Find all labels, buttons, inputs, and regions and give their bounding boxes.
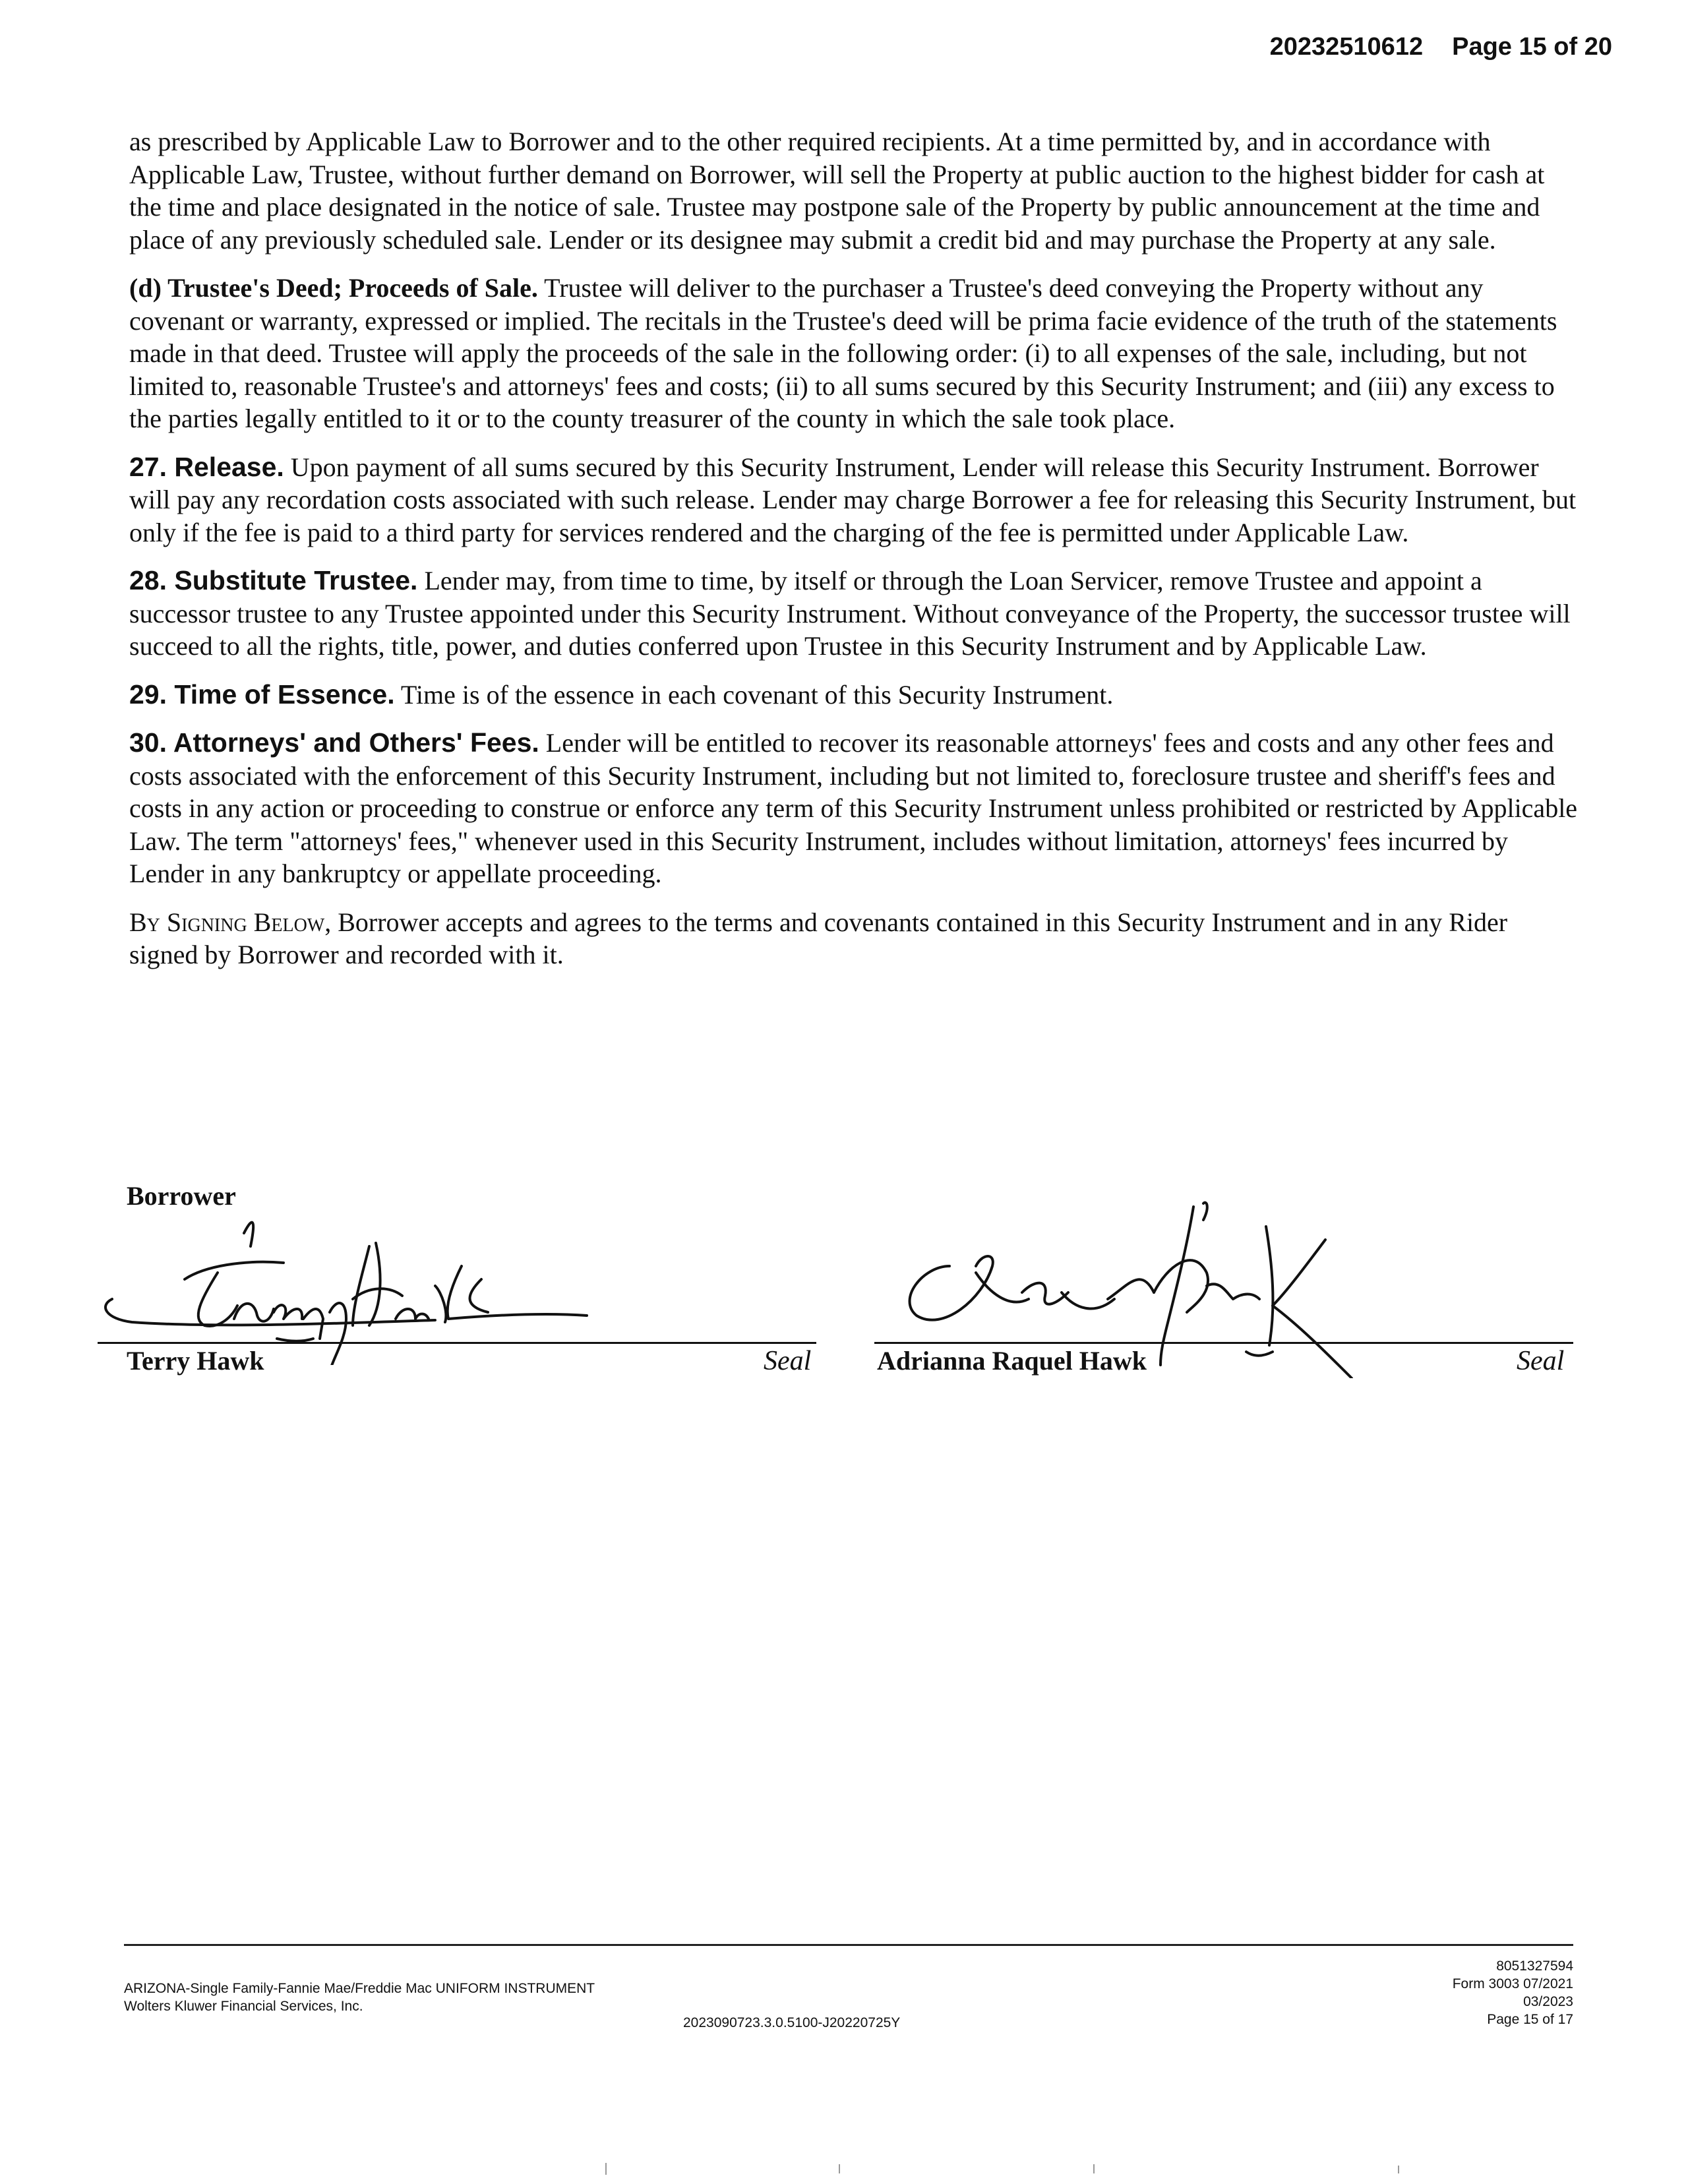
paragraph-auction: as prescribed by Applicable Law to Borrower and to the other required recipients. At a time permitted by, and in accordance with Applicable Law, Trustee, without further demand on Borrower, will sell the Property at public auction to the highest bidder for cash at the time and place designated in the notice of sale. Trustee may postpone sale of the Property by public announcement at the time and place of any previously scheduled sale. Lender or its designee may submit a credit bid and may purchase the Property at any sale. <box>129 127 1545 255</box>
borrower2-name: Adrianna Raquel Hawk <box>877 1346 1147 1376</box>
section-heading-attorneys-fees: 30. Attorneys' and Others' Fees. <box>129 727 539 758</box>
borrower1-signature-line <box>98 1342 816 1344</box>
section-text-substitute-trustee: Lender may, from time to time, by itself or through the Loan Servicer, remove Trustee and appoint a successor trustee to any Trustee appointed under this Security Instrument. Without conveyance of the Property, the successor trustee will succeed to all the rights, title, power, and duties conferred upon Trustee in this Security Instrument and by Applicable Law. <box>129 566 1571 661</box>
paragraph-trustees-deed <box>129 272 1580 435</box>
section-text-release: Upon payment of all sums secured by this Security Instrument, Lender will release this Security Instrument. Borrower will pay any recordation costs associated with such release. Lender may charge Borrower a fee for releasing this Security Instrument, but only if the fee is paid to a third party for services rendered and the charging of the fee is permitted under Applicable Law. <box>129 452 1577 547</box>
signing-text: Borrower accepts and agrees to the terms and covenants contained in this Security Instrument and in any Rider signed by Borrower and recorded with it. <box>129 907 1508 969</box>
section-heading-release: 27. Release. <box>129 451 284 482</box>
footer-form-info <box>124 1980 595 2015</box>
scan-artifact <box>1093 2164 1095 2173</box>
section-text-trustees-deed: Trustee will deliver to the purchaser a Trustee's deed conveying the Property without any covenant or warranty, expressed or implied. The recitals in the Trustee's deed will be prima facie evidence of the truth of the statements made in that deed. Trustee will apply the proceeds of the sale in the following order: (i) to all expenses of the sale, including, but not limited to, reasonable Trustee's and attorneys' fees and costs; (ii) to all sums secured by this Security Instrument; and (iii) any excess to the parties legally entitled to it or to the county treasurer of the county in which the sale took place. <box>129 273 1557 433</box>
borrower2-signature-line <box>874 1342 1573 1344</box>
signature-block <box>0 1180 1688 1398</box>
footer-form-date: 03/2023 <box>1523 1994 1573 2009</box>
scan-artifact <box>605 2163 607 2175</box>
scan-artifact <box>1398 2166 1399 2173</box>
section-heading-substitute-trustee: 28. Substitute Trustee. <box>129 565 418 595</box>
footer-page-count: Page 15 of 17 <box>1487 2012 1573 2027</box>
borrower1-name: Terry Hawk <box>127 1346 264 1376</box>
signing-lead: By Signing Below, <box>129 907 332 937</box>
document-body <box>129 125 1580 987</box>
footer-form-title: ARIZONA-Single Family-Fannie Mae/Freddie Mac UNIFORM INSTRUMENT <box>124 1981 595 1996</box>
section-text-attorneys-fees: Lender will be entitled to recover its reasonable attorneys' fees and costs and any other fees and costs associated with the enforcement of this Security Instrument, including but not limited to, foreclosure trustee and sheriff's fees and costs in any action or proceeding to construe or enforce any term of this Security Instrument unless prohibited or restricted by Applicable Law. The term "attorneys' fees," whenever used in this Security Instrument, includes without limitation, attorneys' fees incurred by Lender in any bankruptcy or appellate proceeding. <box>129 728 1578 888</box>
footer-publisher: Wolters Kluwer Financial Services, Inc. <box>124 1999 363 2014</box>
paragraph-attorneys-fees <box>129 727 1580 890</box>
scan-artifact <box>839 2164 840 2173</box>
borrower-heading: Borrower <box>127 1181 236 1211</box>
terry-hawk-signature <box>92 1207 620 1365</box>
borrower1-seal-label: Seal <box>764 1346 812 1376</box>
paragraph-release <box>129 451 1580 549</box>
section-heading-trustees-deed: (d) Trustee's Deed; Proceeds of Sale. <box>129 273 538 303</box>
footer-form-number: Form 3003 07/2021 <box>1452 1976 1573 1991</box>
recording-header <box>1270 33 1612 61</box>
recording-page-count: Page 15 of 20 <box>1452 33 1612 61</box>
borrower2-seal-label: Seal <box>1517 1346 1565 1376</box>
recording-number: 20232510612 <box>1269 33 1424 61</box>
paragraph-signing-below <box>129 906 1580 971</box>
section-heading-time-of-essence: 29. Time of Essence. <box>129 679 395 710</box>
paragraph-substitute-trustee <box>129 564 1580 663</box>
footer-divider <box>124 1944 1573 1946</box>
paragraph-time-of-essence <box>129 679 1580 712</box>
section-text-time-of-essence: Time is of the essence in each covenant of this Security Instrument. <box>394 679 1114 710</box>
footer-document-id: 2023090723.3.0.5100-J20220725Y <box>683 2015 901 2030</box>
footer-form-details <box>1453 1957 1573 2028</box>
footer-loan-number: 8051327594 <box>1496 1958 1573 1974</box>
